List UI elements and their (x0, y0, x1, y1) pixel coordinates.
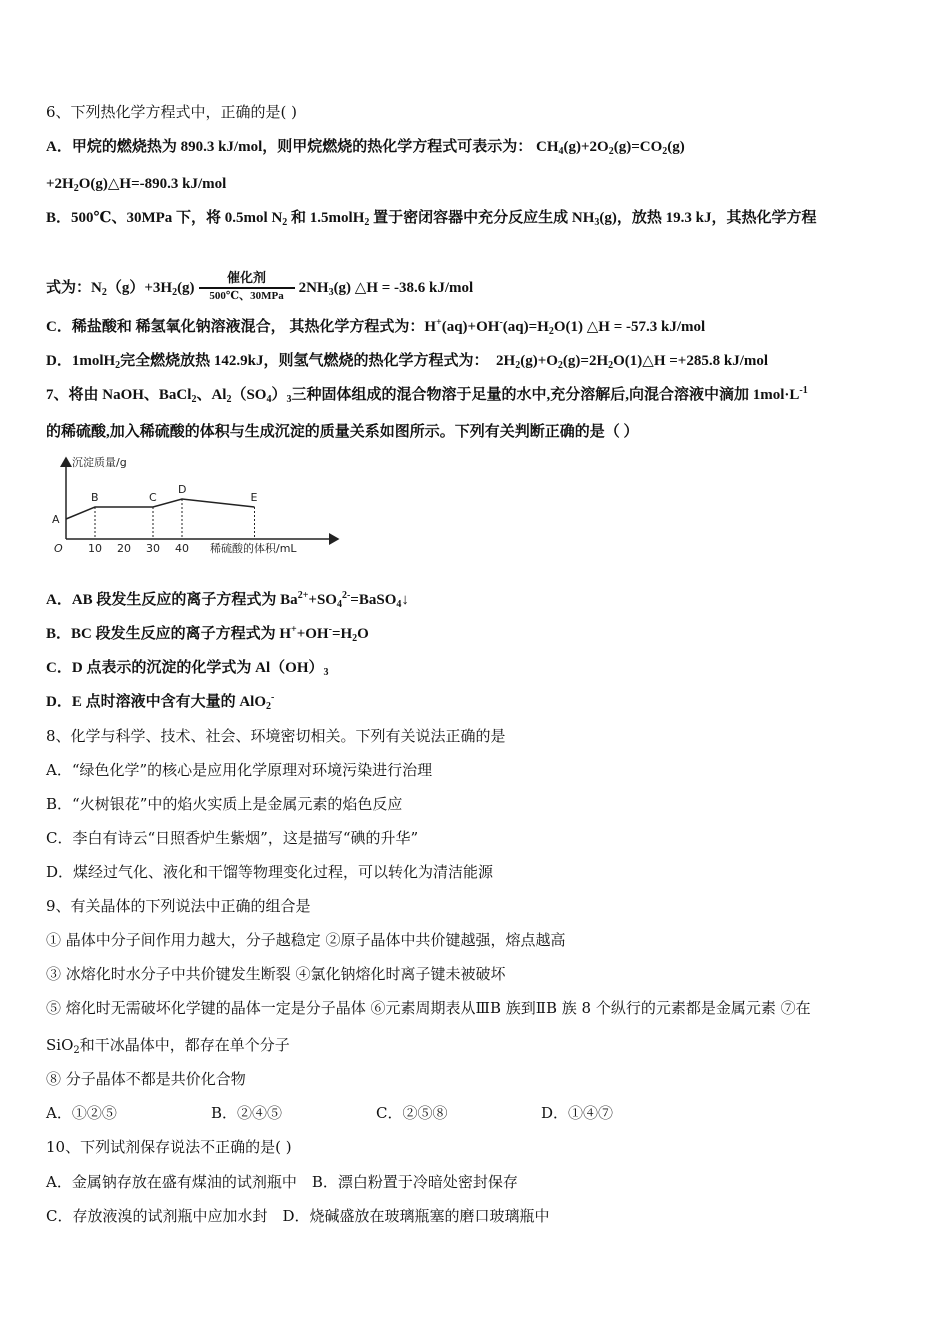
x-tick-label: 10 (88, 542, 102, 555)
q6-option-b: B．500℃、30MPa 下，将 0.5mol $N_2$ 和 1.5molH$_2$ 置于密闭容器中充分反应生成 $NH_3(g)$，放热 19.3 kJ，其热化学方程 (46, 210, 817, 228)
q7-option-c: C．D 点表示的沉淀的化学式为 $Al(OH)_3$ (46, 660, 329, 678)
origin-label: O (54, 542, 63, 555)
q8-option-a: A．“绿色化学”的核心是应用化学原理对环境污染进行治理 (46, 761, 433, 779)
point-label: E (250, 491, 258, 504)
q9-statement-4: SiO$_2$和干冰晶体中，都存在单个分子 (46, 1036, 290, 1056)
catalyst-arrow: 催化剂 500℃、30MPa (197, 270, 297, 304)
q8-stem: 8、化学与科学、技术、社会、环境密切相关。下列有关说法正确的是 (46, 727, 506, 745)
x-axis-label: 稀硫酸的体积/mL (210, 542, 297, 555)
q6-stem: 6、下列热化学方程式中，正确的是( ) (46, 103, 298, 121)
x-tick-label: 30 (146, 542, 160, 555)
q10-options-cd: C．存放液溴的试剂瓶中应加水封 D．烧碱盛放在玻璃瓶塞的磨口玻璃瓶中 (46, 1207, 550, 1225)
q6-option-d: D．1molH$_2$完全燃烧放热 142.9kJ，则氢气燃烧的热化学方程式为： $2H_2(g)+O_2(g)=2H_2O(1)\triangle H =+285.8$ kJ/mol (46, 353, 769, 371)
x-tick-label: 40 (175, 542, 189, 555)
q9-statement-2: ③ 冰熔化时水分子中共价键发生断裂 ④氯化钠熔化时离子键未被破坏 (46, 965, 506, 983)
q10-options-ab: A．金属钠存放在盛有煤油的试剂瓶中 B．漂白粉置于冷暗处密封保存 (46, 1173, 518, 1191)
q8-option-d: D．煤经过气化、液化和干馏等物理变化过程，可以转化为清洁能源 (46, 863, 494, 881)
point-label: A (52, 513, 60, 526)
q7-option-d: D．E 点时溶液中含有大量的 AlO$_2$- (46, 692, 275, 712)
q7-option-b: B．BC 段发生反应的离子方程式为 $H^++OH^-=H_2O$ (46, 624, 369, 644)
q9-statement-3: ⑤ 熔化时无需破坏化学键的晶体一定是分子晶体 ⑥元素周期表从ⅢB 族到ⅡB 族 8 个纵行的元素都是金属元素 ⑦在 (46, 999, 811, 1017)
q7-option-a: A．AB 段发生反应的离子方程式为 $Ba^{2+}+SO_4^{2-}=BaSO_4↓$ (46, 590, 409, 610)
q9-option-a: A．①②⑤ (46, 1104, 117, 1122)
q9-stem: 9、有关晶体的下列说法中正确的组合是 (46, 897, 311, 915)
point-label: D (178, 483, 187, 496)
q6-option-b-equation: 式为：$N_2(g)+3H_2(g)$ 催化剂 500℃、30MPa $2NH_3(g)$ △H = -38.6 kJ/mol (46, 270, 474, 302)
q6-option-c: C．稀盐酸和 稀氢氧化钠溶液混合， 其热化学方程式为：$H^+(aq)+OH^-(aq)=H_2O(1)$ △H = -57.3 kJ/mol (46, 317, 706, 337)
q6-option-a: A．甲烷的燃烧热为 890.3 kJ/mol，则甲烷燃烧的热化学方程式可表示为： $CH_4(g)+2O_2(g)=CO_2(g)$ (46, 139, 685, 157)
q8-option-c: C．李白有诗云“日照香炉生紫烟”，这是描写“碘的升华” (46, 829, 419, 847)
q9-option-c: C．②⑤⑧ (376, 1104, 448, 1122)
q7-stem: 7、将由 NaOH、BaCl$_2$、$Al_2(SO_4)_3$三种固体组成的混合物溶于足量的水中,充分溶解后,向混合溶液中滴加 $1mol\cdot L^{-1}$ (46, 385, 808, 405)
q9-statement-5: ⑧ 分子晶体不都是共价化合物 (46, 1070, 246, 1088)
q10-stem: 10、下列试剂保存说法不正确的是( ) (46, 1138, 292, 1156)
precipitate-chart (46, 452, 346, 557)
q9-statement-1: ① 晶体中分子间作用力越大，分子越稳定 ②原子晶体中共价键越强，熔点越高 (46, 931, 566, 949)
q6-option-a-cont: $+2H_2O(g)\triangle H=-890.3$ kJ/mol (46, 176, 227, 194)
q9-option-b: B．②④⑤ (211, 1104, 283, 1122)
y-axis-label: 沉淀质量/g (72, 456, 127, 469)
x-tick-label: 20 (117, 542, 131, 555)
q7-stem-cont: 的稀硫酸,加入稀硫酸的体积与生成沉淀的质量关系如图所示。下列有关判断正确的是（ ） (46, 424, 639, 440)
q8-option-b: B．“火树银花”中的焰火实质上是金属元素的焰色反应 (46, 795, 403, 813)
q9-options (46, 1103, 910, 1123)
point-label: B (91, 491, 99, 504)
q9-option-d: D．①④⑦ (541, 1104, 614, 1122)
point-label: C (149, 491, 157, 504)
